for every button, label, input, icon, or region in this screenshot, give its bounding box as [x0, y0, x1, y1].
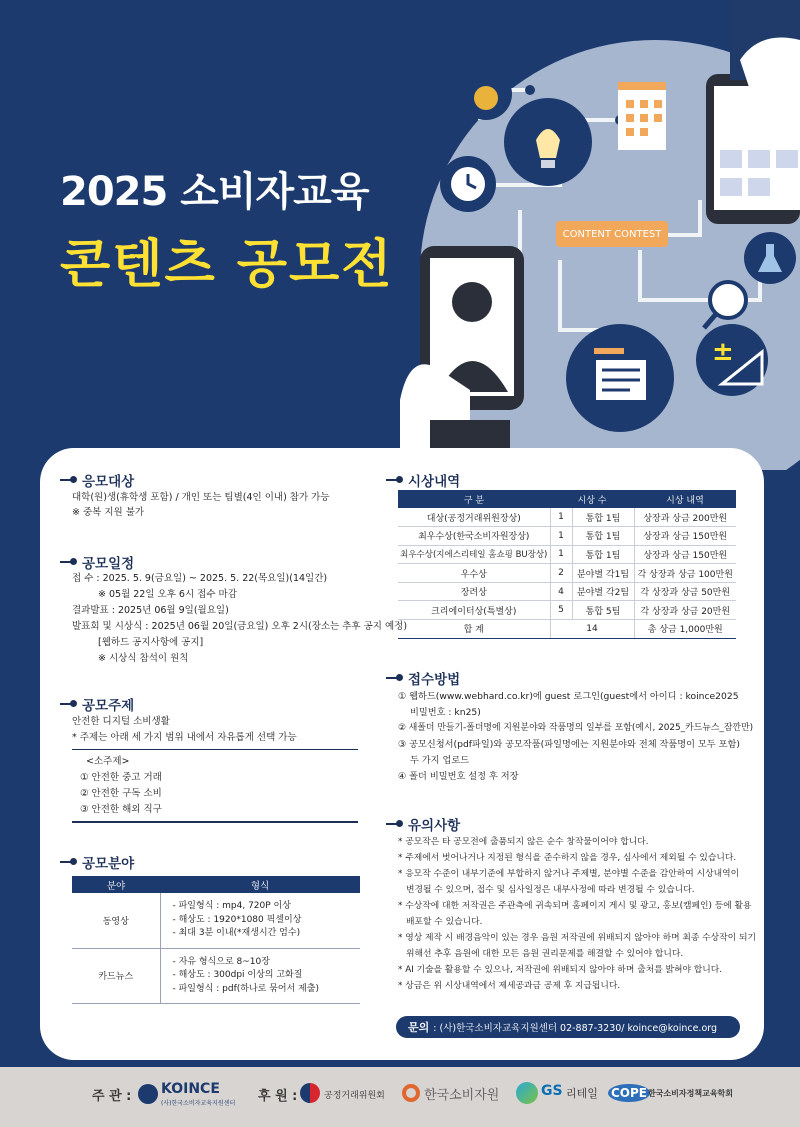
bullet-marker-icon: [386, 677, 399, 679]
schedule-line: [웹하드 공지사항에 공지]: [98, 637, 204, 648]
prize-name: 우수상: [398, 564, 550, 583]
section-notes-heading: 유의사항: [386, 814, 460, 834]
submission-step: ③ 공모신청서(pdf파일)와 공모작품(파일명에는 지원분야와 전체 작품명이 모두 포함): [398, 739, 740, 750]
fields-col-header: 형식: [160, 876, 360, 893]
sponsor-cope: 한국소비자정책교육학회: [648, 1089, 734, 1098]
prize-teams: 통합 1팀: [572, 545, 634, 564]
sub-theme-heading: <소주제>: [86, 756, 130, 767]
contact-label: 문의: [408, 1021, 430, 1034]
prize-reward: 각 상장과 상금 20만원: [634, 601, 736, 620]
cope-logo-icon: COPE: [608, 1084, 650, 1102]
prize-name: 장려상: [398, 582, 550, 601]
prizes-table: [398, 490, 736, 639]
format-line: - 자유 형식으로 8~10장: [172, 956, 270, 967]
submission-step: 두 가지 업로드: [410, 755, 470, 766]
theme-line: 안전한 디지털 소비생활: [72, 716, 170, 727]
fields-col-header: 분야: [72, 876, 160, 893]
schedule-line: 발표회 및 시상식 : 2025년 06월 20일(금요일) 오후 2시(장소는 추후 공지 예정): [72, 621, 408, 632]
prize-name: 최우수상(지에스리테일 홈쇼핑 BU장상): [398, 545, 550, 564]
sub-theme-item: ② 안전한 구독 소비: [80, 788, 162, 799]
prizes-col-header: 시상 내역: [634, 490, 736, 508]
bullet-marker-icon: [60, 703, 73, 705]
prize-teams: 분야별 각1팀: [572, 564, 634, 583]
schedule-line: ※ 시상식 참석이 원칙: [98, 653, 189, 664]
note-item: * 영상 제작 시 배경음악이 있는 경우 음원 저작권에 위배되지 않아야 하며 최종 수상작이 되기: [398, 933, 756, 943]
eligibility-line: 대학(원)생(휴학생 포함) / 개인 또는 팀별(4인 이내) 참가 가능: [72, 492, 330, 503]
format-line: - 해상도 : 300dpi 이상의 고화질: [172, 970, 303, 980]
note-item: 위해선 추후 음원에 대한 모든 음원 권리문제를 해결할 수 있어야 합니다.: [406, 949, 684, 959]
sponsor-gs-retail: 리테일: [566, 1087, 598, 1100]
schedule-line: 접 수 : 2025. 5. 9(금요일) ~ 2025. 5. 22(목요일)(14일간): [72, 573, 328, 584]
koince-logo-icon: [138, 1084, 158, 1104]
table-row-total: [398, 620, 736, 639]
bullet-marker-icon: [386, 823, 399, 825]
prize-count: 4: [550, 582, 572, 601]
table-row: [72, 893, 360, 948]
footer-sponsors: [0, 1067, 800, 1127]
bullet-marker-icon: [60, 861, 73, 863]
table-row: [398, 582, 736, 601]
prizes-col-header: 시상 수: [550, 490, 634, 508]
section-prizes-heading: 시상내역: [386, 470, 460, 490]
table-row: [72, 948, 360, 1004]
schedule-line: ※ 05월 22일 오후 6시 접수 마감: [98, 589, 237, 600]
note-item: * 수상작에 대한 저작권은 주관측에 귀속되며 홈페이지 게시 및 광고, 홍보(캠페인) 등에 활용: [398, 901, 752, 911]
field-category: 카드뉴스: [72, 948, 160, 1004]
prize-name: 최우수상(한국소비자원장상): [398, 527, 550, 546]
section-schedule-heading: 공모일정: [60, 552, 134, 572]
prize-teams: 분야별 각2팀: [572, 582, 634, 601]
prize-reward: 상장과 상금 200만원: [634, 508, 736, 527]
prize-count: 2: [550, 564, 572, 583]
note-item: 변경될 수 있으며, 접수 및 심사일정은 내부사정에 따라 변경될 수 있습니다.: [406, 885, 695, 895]
format-line: - 파일형식 : mp4, 720P 이상: [172, 901, 291, 911]
table-row: [398, 508, 736, 527]
submission-step: 비밀번호 : kn25): [410, 707, 481, 718]
format-line: - 해상도 : 1920*1080 픽셀이상: [172, 914, 302, 925]
divider: [72, 821, 358, 823]
gs-logo-icon: [516, 1082, 538, 1104]
sub-theme-item: ③ 안전한 해외 직구: [80, 804, 162, 815]
field-format: [160, 893, 360, 948]
bullet-marker-icon: [60, 561, 73, 563]
content-card: [40, 448, 764, 1060]
field-format: [160, 948, 360, 1004]
divider: [72, 749, 358, 750]
prize-name: 대상(공정거래위원장상): [398, 508, 550, 527]
table-row: [398, 601, 736, 620]
ftc-logo-icon: [300, 1083, 320, 1103]
sponsor-label: 후 원 :: [258, 1089, 298, 1104]
contest-badge: CONTENT CONTEST: [556, 221, 668, 247]
table-row: [398, 545, 736, 564]
magnifier-icon: [710, 282, 746, 318]
prize-teams: 통합 1팀: [572, 508, 634, 527]
prize-name: 크리에이터상(특별상): [398, 601, 550, 620]
table-row: [398, 527, 736, 546]
total-amount: 총 상금 1,000만원: [634, 620, 736, 639]
contact-bar: [396, 1016, 740, 1038]
section-submission-heading: 접수방법: [386, 668, 460, 688]
format-line: - 최대 3분 이내(*재생시간 엄수): [172, 928, 301, 938]
field-category: 동영상: [72, 893, 160, 948]
prize-count: 1: [550, 545, 572, 564]
submission-step: ① 웹하드(www.webhard.co.kr)에 guest 로그인(guest에서 아이디 : koince2025: [398, 691, 739, 702]
contact-text: : (사)한국소비자교육지원센터 02-887-3230/ koince@koince.org: [433, 1023, 718, 1034]
prizes-col-header: 구 분: [398, 490, 550, 508]
fields-table: [72, 876, 360, 1004]
bullet-marker-icon: [60, 479, 73, 481]
prize-count: 1: [550, 508, 572, 527]
note-item: * AI 기술을 활용할 수 있으나, 저작권에 위배되지 않아야 하며 출처를 밝혀야 합니다.: [398, 965, 723, 975]
note-item: * 상금은 위 시상내역에서 제세공과금 공제 후 지급됩니다.: [398, 981, 621, 991]
format-line: - 파일형식 : pdf(하나로 묶어서 제출): [172, 983, 320, 994]
kca-logo-icon: [402, 1084, 420, 1102]
section-eligibility-heading: 응모대상: [60, 470, 134, 490]
schedule-line: 결과발표 : 2025년 06월 9일(월요일): [72, 605, 229, 616]
sponsor-kca: 한국소비자원: [424, 1088, 500, 1103]
table-row: [398, 564, 736, 583]
note-item: * 주제에서 벗어나거나 지정된 형식을 준수하지 않을 경우, 심사에서 제외될 수 있습니다.: [398, 853, 737, 863]
note-item: * 공모작은 타 공모전에 출품되지 않은 순수 창작물이어야 합니다.: [398, 837, 649, 847]
total-count: 14: [550, 620, 634, 639]
submission-step: ② 새폴더 만들기-폴더명에 지원분야와 작품명의 일부를 포함(예시, 2025_카드뉴스_잠깐만): [398, 723, 754, 733]
total-label: 합 계: [398, 620, 550, 639]
prize-count: 5: [550, 601, 572, 620]
prize-reward: 각 상장과 상금 50만원: [634, 582, 736, 601]
eligibility-note: ※ 중복 지원 불가: [72, 507, 145, 518]
host-label: 주 관 :: [92, 1089, 132, 1104]
host-name: KOINCE: [161, 1081, 220, 1097]
prize-reward: 상장과 상금 150만원: [634, 527, 736, 546]
submission-step: ④ 폴더 비밀번호 설정 후 저장: [398, 771, 519, 782]
prize-teams: 통합 1팀: [572, 527, 634, 546]
sponsor-ftc: 공정거래위원회: [324, 1091, 385, 1101]
hero-title-line2: 콘텐츠 공모전: [60, 235, 394, 295]
prize-reward: 각 상장과 상금 100만원: [634, 564, 736, 583]
note-item: 배포할 수 있습니다.: [406, 917, 483, 927]
hero-banner: [0, 0, 800, 470]
section-fields-heading: 공모분야: [60, 852, 134, 872]
section-theme-heading: 공모주제: [60, 694, 134, 714]
hero-title-line1: 2025 소비자교육: [60, 169, 369, 215]
prize-teams: 통합 5팀: [572, 601, 634, 620]
host-subname: (사)한국소비자교육지원센터: [161, 1100, 236, 1107]
bullet-marker-icon: [386, 479, 399, 481]
note-item: * 응모작 수준이 내부기준에 부합하지 않거나 주제별, 분야별 수준을 감안하여 시상내역이: [398, 869, 740, 879]
prize-reward: 상장과 상금 150만원: [634, 545, 736, 564]
theme-line: * 주제는 아래 세 가지 범위 내에서 자유롭게 선택 가능: [72, 732, 297, 743]
svg-text:±: ±: [712, 337, 734, 367]
prize-count: 1: [550, 527, 572, 546]
sub-theme-item: ① 안전한 중고 거래: [80, 772, 162, 783]
sponsor-gs-mark: GS: [541, 1083, 563, 1099]
